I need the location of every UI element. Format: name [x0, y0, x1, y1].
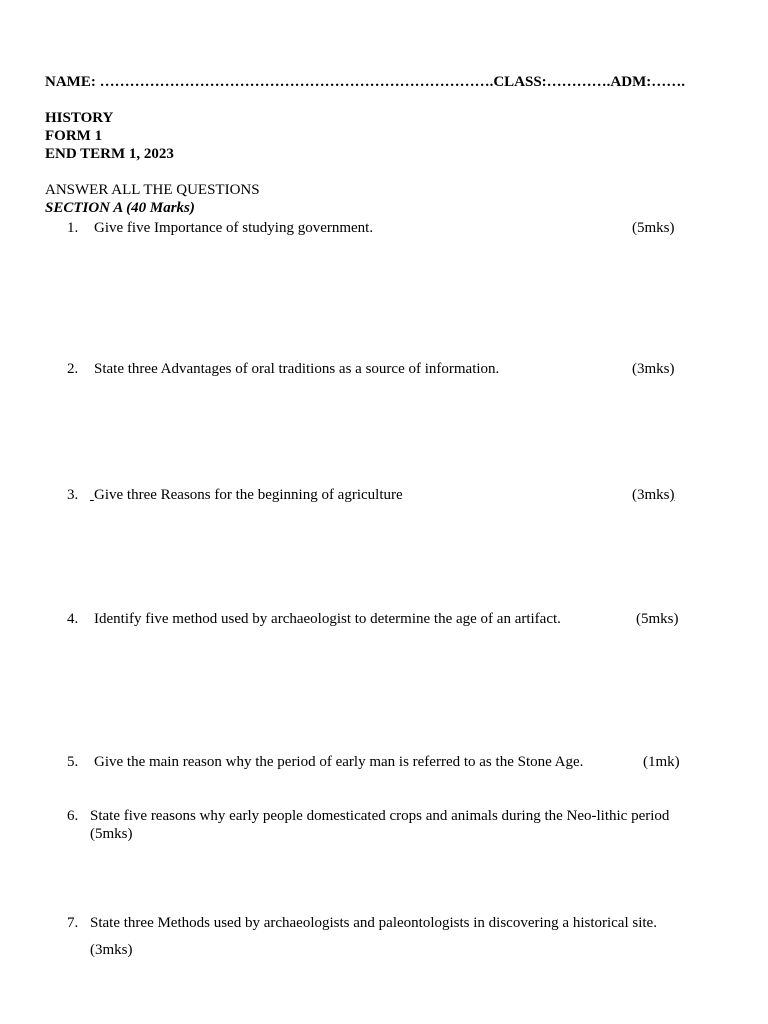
- question-text: State three Advantages of oral traditions as a source of information.: [94, 361, 500, 377]
- question-text: Give three Reasons for the beginning of agriculture: [94, 487, 403, 503]
- name-class-adm-line: NAME: …………………………………………………………………….CLASS:………….ADM:…….: [45, 74, 685, 90]
- question-text: Give the main reason why the period of early man is referred to as the Stone Age.: [94, 754, 584, 770]
- question-marks-main: (3mks: [632, 487, 670, 503]
- question-marks: (5mks): [636, 611, 679, 627]
- question-number: 1.: [67, 220, 79, 236]
- question-number: 5.: [67, 754, 79, 770]
- term-label: END TERM 1, 2023: [45, 146, 174, 162]
- question-marks: (5mks): [90, 826, 133, 842]
- question-number: 6.: [67, 808, 79, 824]
- question-text: Give five Importance of studying government.: [94, 220, 374, 236]
- question-marks: [632, 486, 675, 504]
- question-number: 2.: [67, 361, 79, 377]
- form-label: FORM 1: [45, 128, 103, 144]
- question-marks: (1mk): [643, 754, 680, 770]
- question-marks: (3mks): [90, 942, 133, 958]
- subject-title: HISTORY: [45, 110, 114, 126]
- question-number: 4.: [67, 611, 79, 627]
- question-text: Identify five method used by archaeologist to determine the age of an artifact.: [94, 611, 561, 627]
- question-marks-tail: ): [669, 487, 675, 503]
- question-marks: (5mks): [632, 220, 675, 236]
- section-heading: SECTION A (40 Marks): [45, 200, 195, 216]
- question-marks: (3mks): [632, 361, 675, 377]
- question-text: State five reasons why early people domesticated crops and animals during the Neo-lithic period: [90, 808, 670, 824]
- instructions-text: ANSWER ALL THE QUESTIONS: [45, 182, 260, 198]
- question-text: State three Methods used by archaeologists and paleontologists in discovering a historical site.: [90, 915, 657, 931]
- question-number: 3.: [67, 487, 79, 503]
- question-number: 7.: [67, 915, 79, 931]
